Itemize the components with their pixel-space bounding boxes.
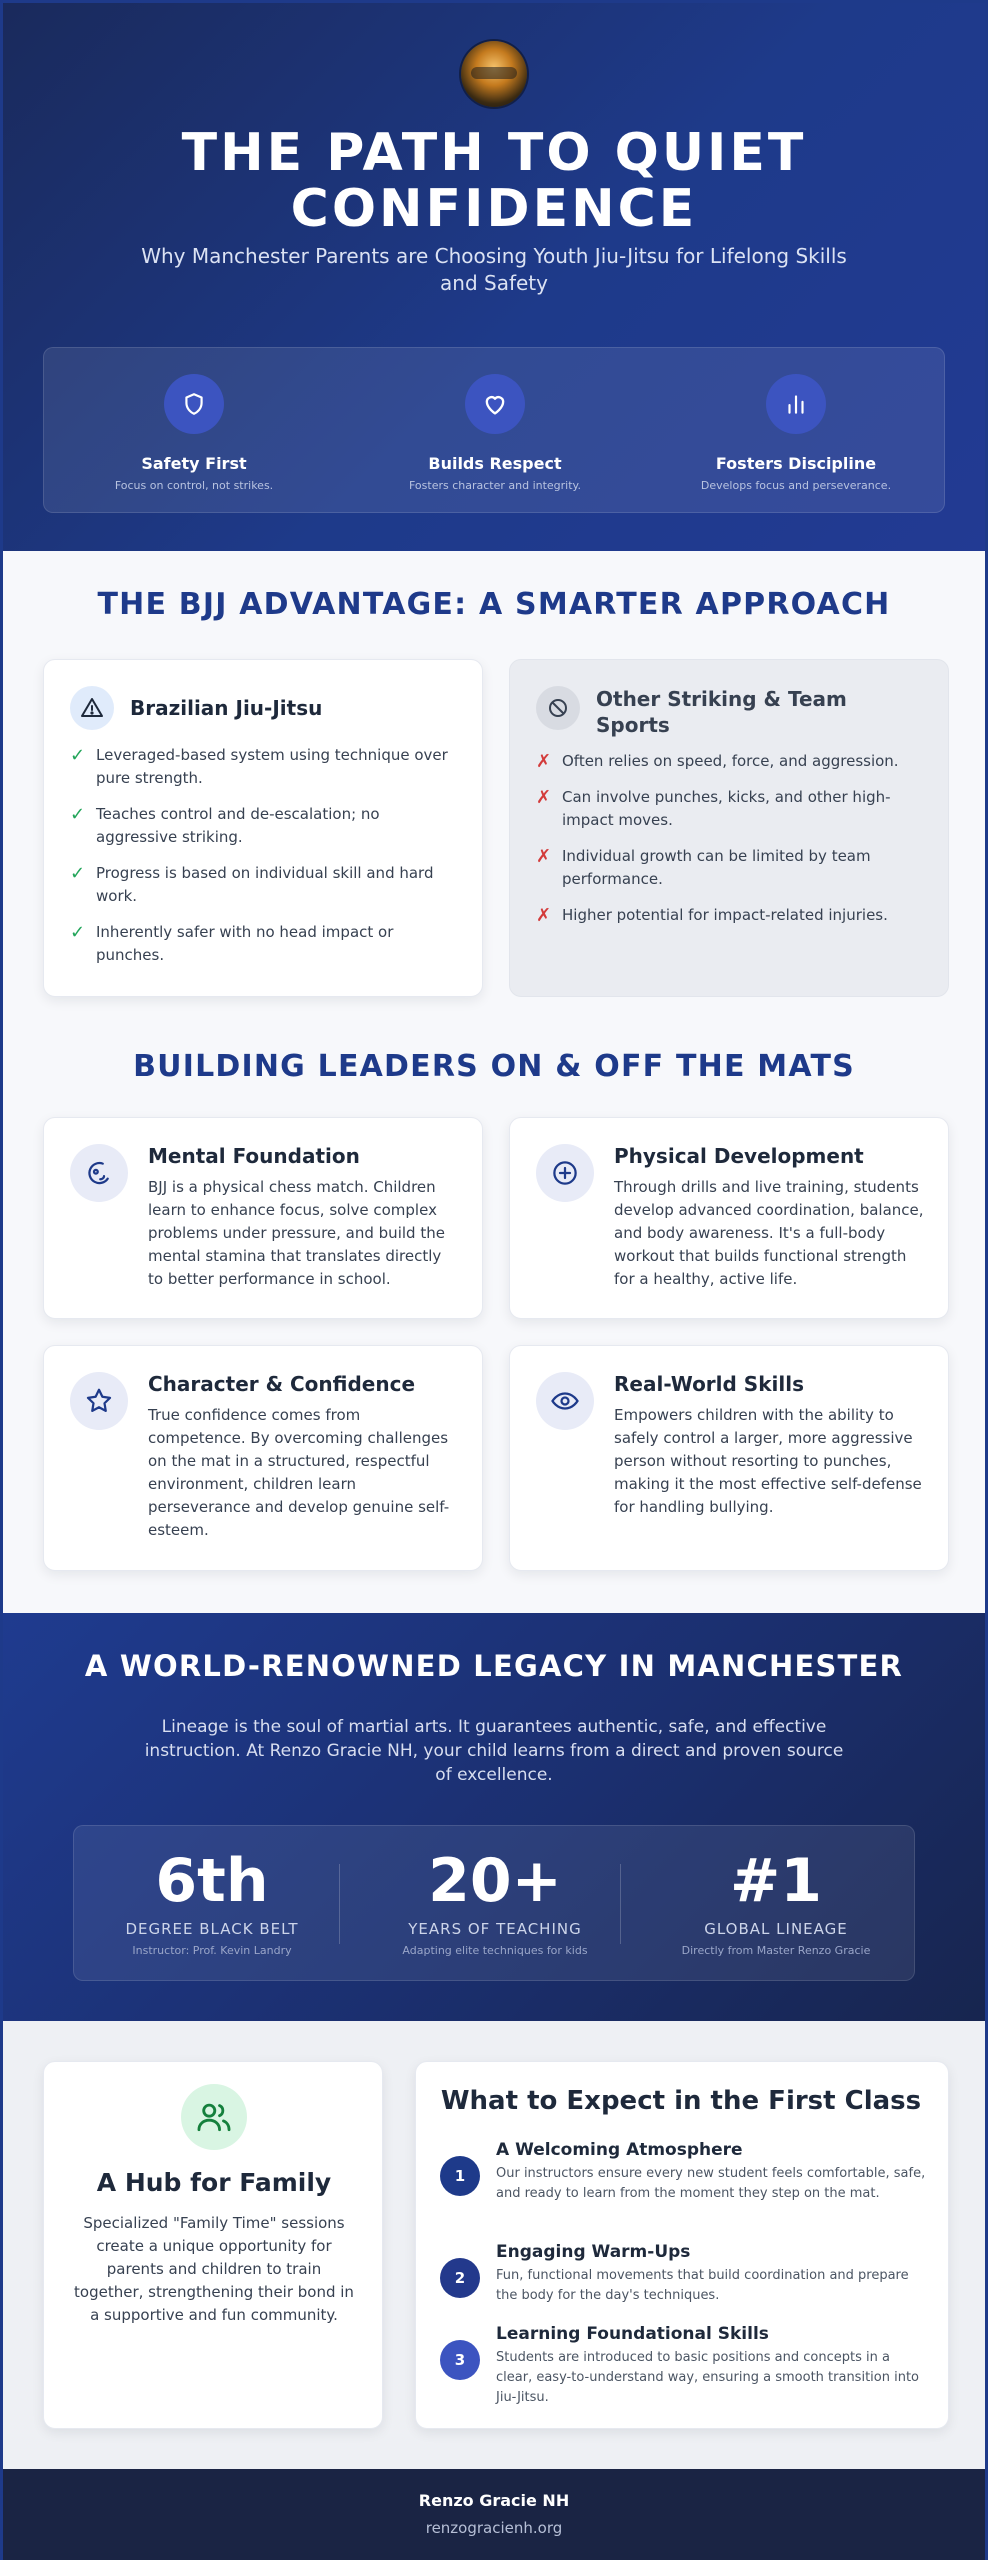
list-item: ✓ Progress is based on individual skill and hard work. bbox=[70, 862, 456, 908]
pillar-desc: Fosters character and integrity. bbox=[408, 479, 581, 492]
pillar-discipline bbox=[646, 374, 946, 492]
eye-icon bbox=[536, 1372, 594, 1430]
feature-title: Mental Foundation bbox=[148, 1144, 360, 1168]
value-pillars bbox=[43, 347, 945, 513]
step-desc: Students are introduced to basic positions and concepts in a clear, easy-to-understand way, ensuring a smooth transition into Jiu-Jitsu. bbox=[496, 2350, 920, 2405]
bjj-card-title: Brazilian Jiu-Jitsu bbox=[130, 696, 323, 720]
check-icon: ✓ bbox=[70, 745, 86, 766]
step-title: A Welcoming Atmosphere bbox=[496, 2140, 743, 2160]
step-number: 1 bbox=[440, 2156, 480, 2196]
stat-item bbox=[77, 1848, 347, 1957]
pillar-title: Builds Respect bbox=[428, 454, 562, 473]
heart-icon bbox=[465, 374, 525, 434]
other-sports-card bbox=[509, 659, 949, 997]
page-subtitle: Why Manchester Parents are Choosing Youth Jiu-Jitsu for Lifelong Skills and Safety bbox=[141, 244, 847, 295]
prohibited-icon bbox=[536, 686, 580, 730]
stat-divider bbox=[620, 1864, 621, 1944]
feature-body: Empowers children with the ability to safely control a larger, more aggressive person without resorting to punches, making it the most effective self-defense for handling bullying. bbox=[614, 1406, 922, 1516]
hub-body: Specialized "Family Time" sessions create a unique opportunity for parents and children to train together, strengthening their bond in a supportive and fun community. bbox=[74, 2214, 354, 2324]
advantage-heading: THE BJJ ADVANTAGE: A SMARTER APPROACH bbox=[97, 587, 891, 622]
bottom-section bbox=[3, 2021, 985, 2469]
cross-icon: ✗ bbox=[536, 787, 552, 808]
cross-icon: ✗ bbox=[536, 846, 552, 867]
first-class-card bbox=[415, 2061, 949, 2429]
academy-logo bbox=[461, 41, 527, 107]
footer-brand: Renzo Gracie NH bbox=[418, 2491, 570, 2510]
bjj-card bbox=[43, 659, 483, 997]
footer bbox=[3, 2469, 985, 2560]
list-item: ✗ Often relies on speed, force, and aggression. bbox=[536, 751, 899, 772]
page-title: THE PATH TO QUIET CONFIDENCE bbox=[181, 123, 807, 239]
hub-title: A Hub for Family bbox=[96, 2168, 332, 2197]
pillar-desc: Focus on control, not strikes. bbox=[114, 479, 274, 492]
feature-card-mental bbox=[43, 1117, 483, 1319]
other-list bbox=[536, 750, 922, 940]
footer-website-link[interactable]: renzogracienh.org bbox=[425, 2519, 563, 2537]
list-item: ✓ Leveraged-based system using technique over pure strength. bbox=[70, 744, 456, 790]
list-item: ✗ Can involve punches, kicks, and other high-impact moves. bbox=[536, 786, 922, 832]
check-icon: ✓ bbox=[70, 863, 86, 884]
check-icon: ✓ bbox=[70, 804, 86, 825]
bjj-list bbox=[70, 744, 456, 980]
stat-sub: Instructor: Prof. Kevin Landry bbox=[132, 1944, 292, 1957]
other-card-title: Other Striking & Team Sports bbox=[596, 687, 847, 737]
pillar-desc: Develops focus and perseverance. bbox=[700, 479, 892, 492]
first-class-title: What to Expect in the First Class bbox=[440, 2086, 922, 2116]
cross-icon: ✗ bbox=[536, 751, 552, 772]
pillar-title: Fosters Discipline bbox=[715, 454, 877, 473]
leaders-heading: BUILDING LEADERS ON & OFF THE MATS bbox=[133, 1049, 855, 1084]
users-icon bbox=[181, 2084, 247, 2150]
stat-number: 20+ bbox=[428, 1846, 562, 1916]
legacy-heading: A WORLD-RENOWNED LEGACY IN MANCHESTER bbox=[84, 1649, 904, 1683]
stat-label: DEGREE BLACK BELT bbox=[125, 1920, 299, 1938]
stats-panel bbox=[73, 1825, 915, 1981]
plus-circle-icon bbox=[536, 1144, 594, 1202]
list-item: ✓ Inherently safer with no head impact or punches. bbox=[70, 921, 456, 967]
pillar-safety bbox=[44, 374, 344, 492]
step-title: Engaging Warm-Ups bbox=[496, 2242, 691, 2262]
shield-icon bbox=[164, 374, 224, 434]
stat-number: #1 bbox=[729, 1846, 823, 1916]
stat-sub: Adapting elite techniques for kids bbox=[402, 1944, 588, 1957]
list-item: ✗ Higher potential for impact-related injuries. bbox=[536, 905, 888, 926]
pillar-title: Safety First bbox=[141, 454, 247, 473]
stat-sub: Directly from Master Renzo Gracie bbox=[681, 1944, 871, 1957]
stat-divider bbox=[339, 1864, 340, 1944]
feature-body: BJJ is a physical chess match. Children learn to enhance focus, solve complex problems under pressure, and build the mental stamina that translates directly to better performance in school. bbox=[148, 1178, 445, 1288]
stat-item bbox=[641, 1848, 911, 1957]
legacy-body: Lineage is the soul of martial arts. It guarantees authentic, safe, and effective instruction. At Renzo Gracie NH, your child learns from a direct and proven source of excellence. bbox=[144, 1717, 844, 1785]
feature-body: Through drills and live training, students develop advanced coordination, balance, and body awareness. It's a full-body workout that builds functional strength for a healthy, active life. bbox=[614, 1178, 924, 1288]
family-hub-card bbox=[43, 2061, 383, 2429]
stat-label: YEARS OF TEACHING bbox=[408, 1920, 582, 1938]
step-number: 3 bbox=[440, 2340, 480, 2380]
stat-number: 6th bbox=[155, 1846, 269, 1916]
feature-title: Real-World Skills bbox=[614, 1372, 804, 1396]
brain-icon bbox=[70, 1144, 128, 1202]
stat-item bbox=[360, 1848, 630, 1957]
feature-title: Character & Confidence bbox=[148, 1372, 416, 1396]
check-icon: ✓ bbox=[70, 922, 86, 943]
feature-card-real-world bbox=[509, 1345, 949, 1571]
step-desc: Our instructors ensure every new student feels comfortable, safe, and ready to learn from the moment they step on the mat. bbox=[496, 2166, 926, 2201]
feature-title: Physical Development bbox=[614, 1144, 864, 1168]
feature-card-character bbox=[43, 1345, 483, 1571]
step-title: Learning Foundational Skills bbox=[496, 2324, 769, 2344]
warning-triangle-icon bbox=[70, 686, 114, 730]
star-icon bbox=[70, 1372, 128, 1430]
stat-label: GLOBAL LINEAGE bbox=[704, 1920, 848, 1938]
bar-chart-icon bbox=[766, 374, 826, 434]
list-item: ✓ Teaches control and de-escalation; no aggressive striking. bbox=[70, 803, 456, 849]
legacy-section bbox=[3, 1613, 985, 2021]
cross-icon: ✗ bbox=[536, 905, 552, 926]
hero-section bbox=[3, 3, 985, 551]
feature-body: True confidence comes from competence. By overcoming challenges on the mat in a structured, respectful environment, children learn perseverance and develop genuine self-esteem. bbox=[148, 1406, 450, 1539]
step-number: 2 bbox=[440, 2258, 480, 2298]
step-desc: Fun, functional movements that build coordination and prepare the body for the day's techniques. bbox=[496, 2268, 909, 2303]
pillar-respect bbox=[345, 374, 645, 492]
feature-card-physical bbox=[509, 1117, 949, 1319]
list-item: ✗ Individual growth can be limited by team performance. bbox=[536, 845, 922, 891]
